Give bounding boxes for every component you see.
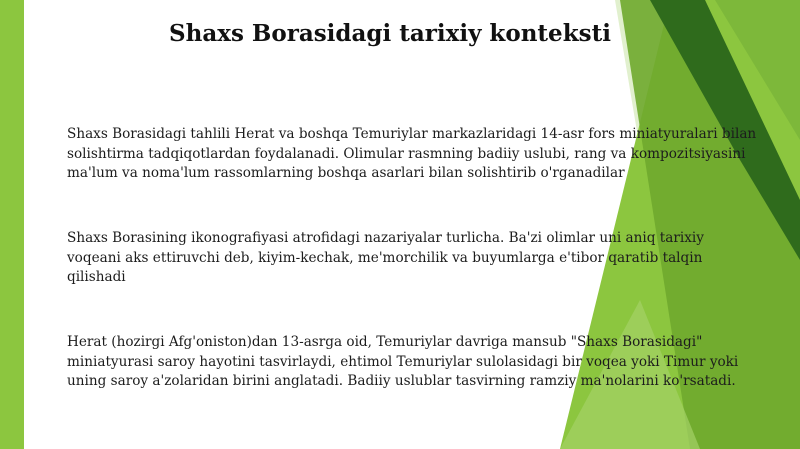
paragraph-2: Shaxs Borasining ikonografiyasi atrofidagi nazariyalar turlicha. Ba'zi olimlar uni aniq tarixiy voqeani aks ettiruvchi deb, kiyim-kechak, me'morchilik va buyumlarga e'tibor qaratib talqin qilishadi [67, 230, 704, 285]
paragraph-1: Shaxs Borasidagi tahlili Herat va boshqa Temuriylar markazlaridagi 14-asr fors miniatyuralari bilan solishtirma tadqiqotlardan foydalanadi. Olimular rasmning badiiy uslubi, rang va kompozitsiyasini ma'lum va noma'lum rassomlarning boshqa asarlari bilan solishtirib o'rganadilar [67, 126, 757, 181]
slide-title: Shaxs Borasidagi tarixiy konteksti [169, 20, 611, 47]
paragraph-3: Herat (hozirgi Afg'oniston)dan 13-asrga oid, Temuriylar davriga mansub "Shaxs Borasidagi" miniatyurasi saroy hayotini tasvirlaydi, ehtimol Temuriylar sulolasidagi bir voqea yoki Timur yoki uning saroy a'zolaridan birini anglatadi. Badiiy uslublar tasvirning ramziy ma'nolarini ko'rsatadi. [67, 334, 739, 389]
